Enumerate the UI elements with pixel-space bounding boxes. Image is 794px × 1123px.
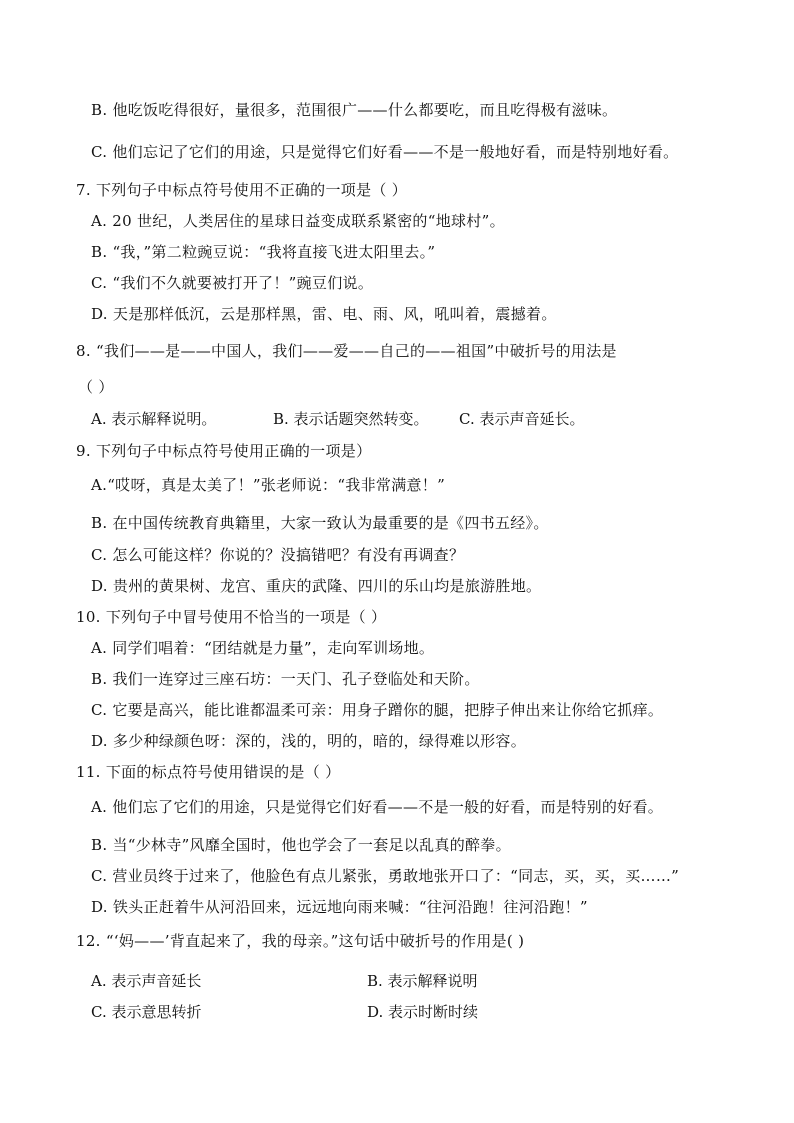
question-8-stem: 8. “我们——是——中国人，我们——爱——自己的——祖国”中破折号的用法是 xyxy=(76,342,617,360)
question-9-stem: 9. 下列句子中标点符号使用正确的一项是） xyxy=(76,442,372,460)
option-c-prev: C. 他们忘记了它们的用途，只是觉得它们好看——不是一般地好看，而是特别地好看。 xyxy=(91,143,679,161)
question-8-answer-paren: （ ） xyxy=(78,378,114,396)
question-8-option-b: B. 表示话题突然转变。 xyxy=(273,410,429,428)
question-9-option-c: C. 怎么可能这样？你说的？没搞错吧？有没有再调查？ xyxy=(91,546,465,564)
question-10-option-c: C. 它要是高兴，能比谁都温柔可亲：用身子蹭你的腿，把脖子伸出来让你给它抓痒。 xyxy=(91,701,664,719)
question-10-stem: 10. 下列句子中冒号使用不恰当的一项是（ ） xyxy=(76,608,387,626)
question-11-option-c: C. 营业员终于过来了，他脸色有点儿紧张，勇敢地张开口了：“同志，买，买，买……” xyxy=(91,867,680,885)
question-8-option-c: C. 表示声音延长。 xyxy=(459,410,585,428)
question-12-stem: 12. “‘妈——’背直起来了，我的母亲。”这句话中破折号的作用是( ) xyxy=(76,932,525,950)
question-7-option-d: D. 天是那样低沉，云是那样黑，雷、电、雨、风，吼叫着，震撼着。 xyxy=(91,305,557,323)
question-12-option-b: B. 表示解释说明 xyxy=(367,972,478,990)
question-7-option-c: C. “我们不久就要被打开了！”豌豆们说。 xyxy=(91,274,374,292)
question-11-option-d: D. 铁头正赶着牛从河沿回来，远远地向雨来喊：“往河沿跑！往河沿跑！” xyxy=(91,898,588,916)
question-11-stem: 11. 下面的标点符号使用错误的是（ ） xyxy=(76,763,341,781)
question-10-option-d: D. 多少种绿颜色呀：深的，浅的，明的，暗的，绿得难以形容。 xyxy=(91,732,527,750)
question-11-option-b: B. 当“少林寺”风靡全国时，他也学会了一套足以乱真的醉拳。 xyxy=(91,836,511,854)
question-10-option-b: B. 我们一连穿过三座石坊：一天门、孔子登临处和天阶。 xyxy=(91,670,480,688)
question-12-option-c: C. 表示意思转折 xyxy=(91,1003,202,1021)
question-8-option-a: A. 表示解释说明。 xyxy=(91,410,217,428)
question-10-option-a: A. 同学们唱着：“团结就是力量”，走向军训场地。 xyxy=(91,639,435,657)
question-12-option-a: A. 表示声音延长 xyxy=(91,972,202,990)
question-7-stem: 7. 下列句子中标点符号使用不正确的一项是（ ） xyxy=(76,181,408,199)
option-b-prev: B. 他吃饭吃得很好，量很多，范围很广——什么都要吃，而且吃得极有滋味。 xyxy=(91,101,618,119)
question-12-option-d: D. 表示时断时续 xyxy=(367,1003,479,1021)
question-9-option-a: A.“哎呀，真是太美了！”张老师说：“我非常满意！” xyxy=(91,476,446,494)
question-11-option-a: A. 他们忘了它们的用途，只是觉得它们好看——不是一般的好看，而是特别的好看。 xyxy=(91,798,664,816)
question-9-option-d: D. 贵州的黄果树、龙宫、重庆的武隆、四川的乐山均是旅游胜地。 xyxy=(91,577,542,595)
question-7-option-b: B. “我，”第二粒豌豆说：“我将直接飞进太阳里去。” xyxy=(91,243,436,261)
question-7-option-a: A. 20 世纪，人类居住的星球日益变成联系紧密的“地球村”。 xyxy=(91,212,505,230)
question-9-option-b: B. 在中国传统教育典籍里，大家一致认为最重要的是《四书五经》。 xyxy=(91,514,549,532)
